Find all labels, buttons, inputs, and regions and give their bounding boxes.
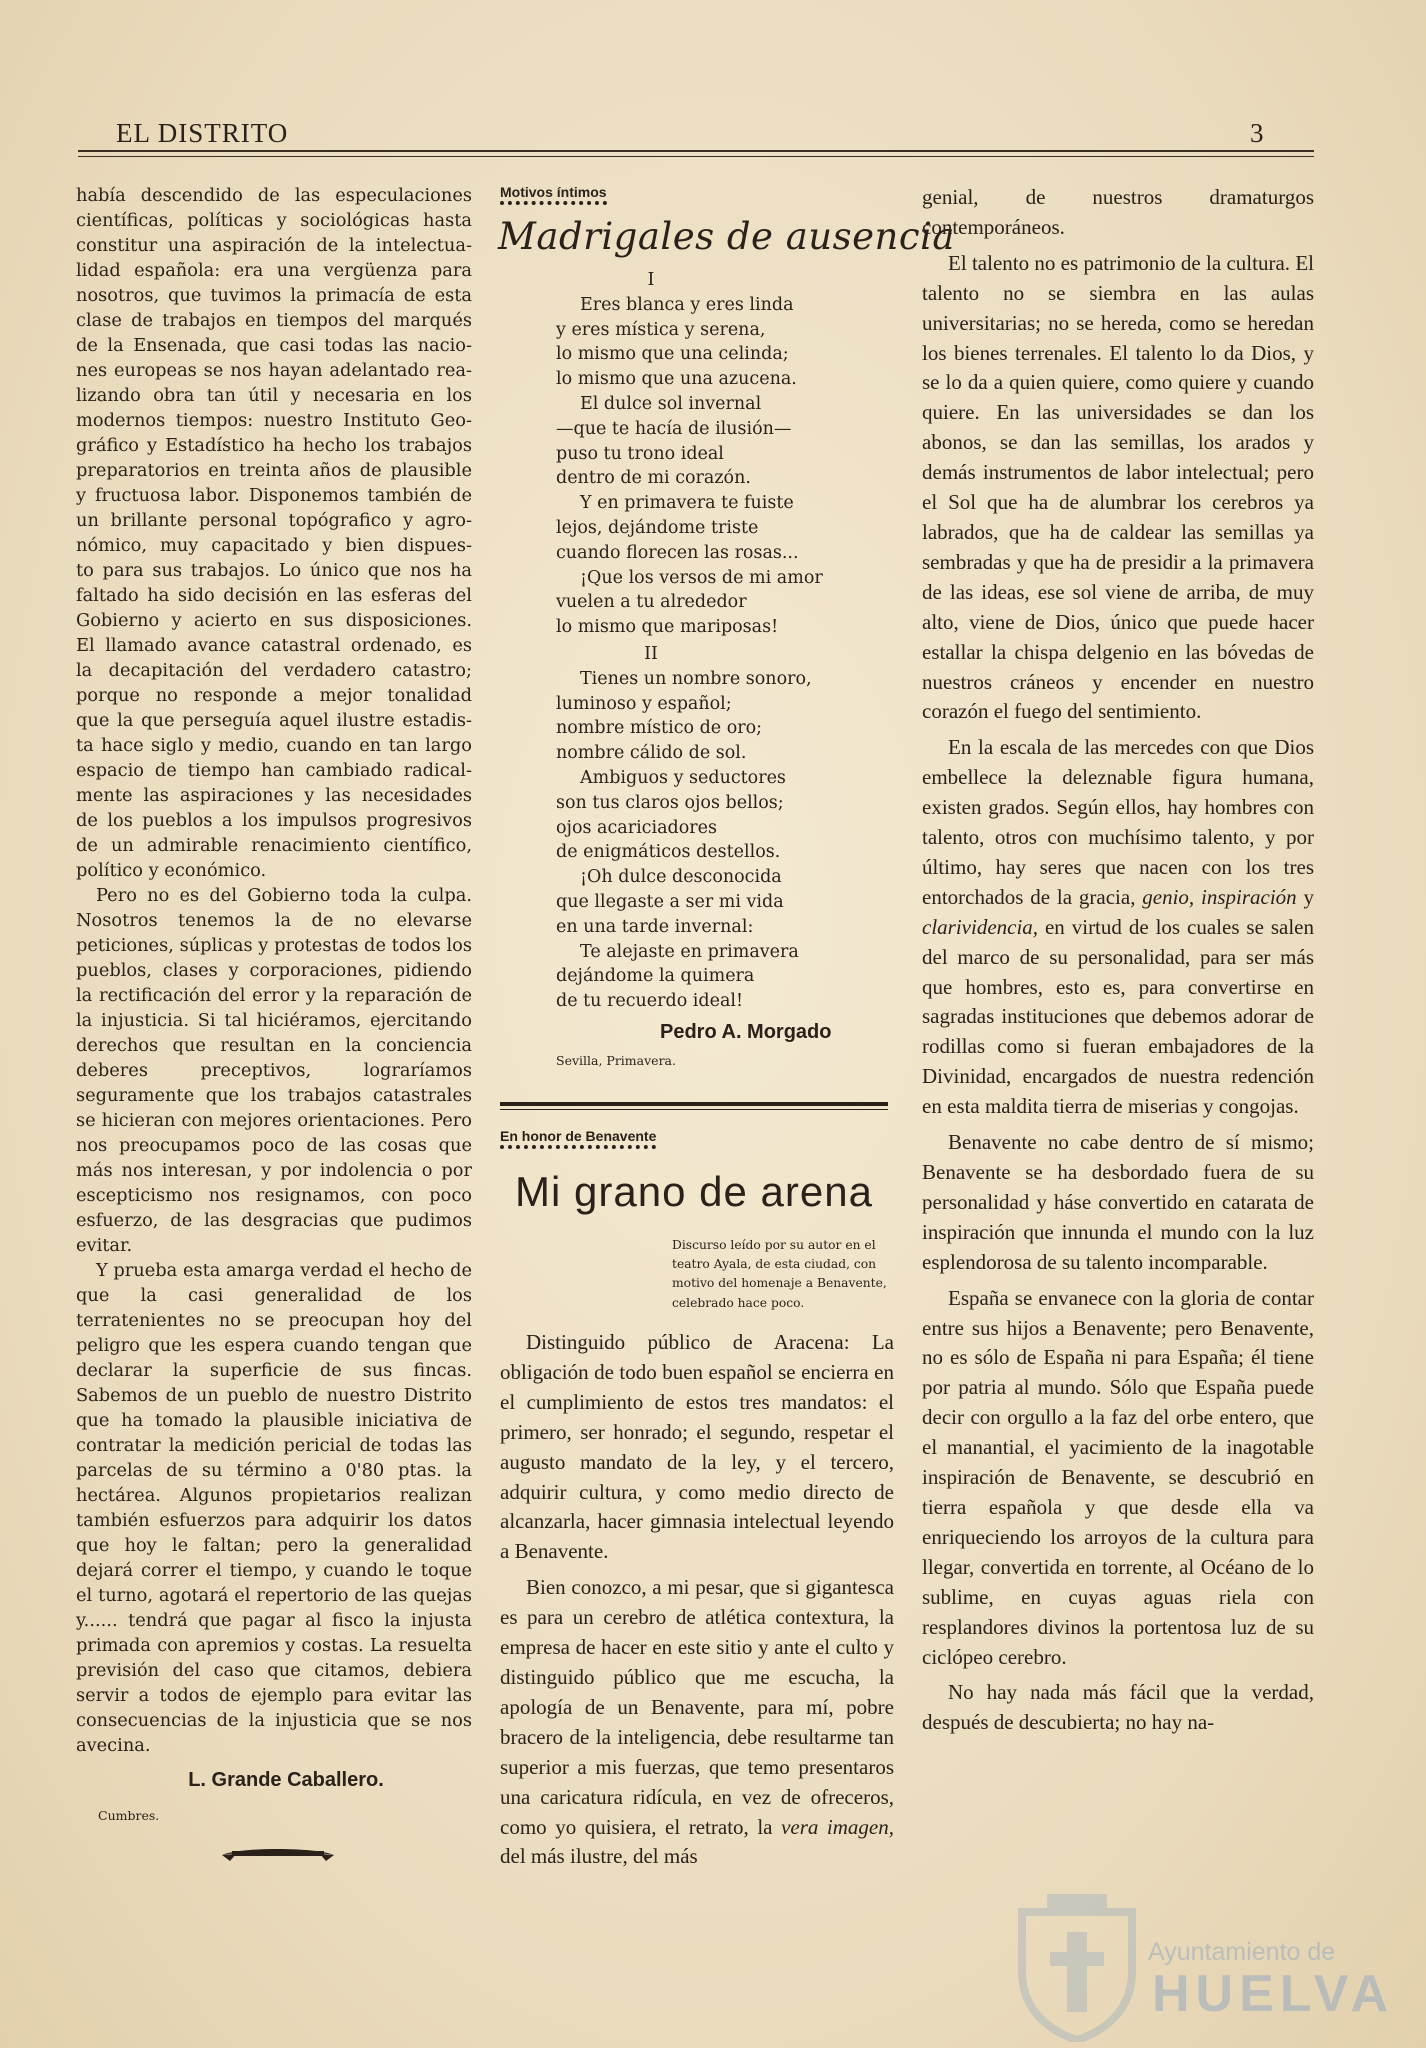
col1-line: faltado ha sido decisión en las esferas del xyxy=(76,585,472,606)
poem-verse: luminoso y español; xyxy=(556,693,732,714)
col1-line: científicas, políticas y sociológicas hasta xyxy=(76,210,472,231)
col3-paragraph-3: Benavente no cabe dentro de sí mismo; Benavente se ha desbordado fuera de su personalidad y háse convertido en catarata de inspiración que innunda el mundo con la luz esplendorosa de su talento incomparable. xyxy=(922,1130,1314,1274)
col1-paragraph-3: Y prueba esta amarga verdad el hecho de que la casi generalidad de los terratenientes no se preocupan hoy del peligro que les espera cuando tengan que declarar la superficie de sus fincas. Sabemos de un pueblo de nuestro Distrito que ha tomado la plausible iniciativa de contratar la medición pericial de todas las parcelas de su término a 0'80 ptas. la hectárea. Algunos propietarios realizan también esfuerzos para adquirir los datos que hoy le faltan; pero la generalidad dejará correr el tiempo, y cuando le toque el turno, agotará el repertorio de las quejas y...... tendrá que pagar al fisco la injusta primada con apremios y costas. La resuelta previsión del caso que citamos, debiera servir a todos de ejemplo para evitar las consecuencias de la injusticia que se nos avecina. xyxy=(76,1260,472,1756)
col1-line: la decapitación del verdadero catastro; xyxy=(76,660,472,681)
poem-place: Sevilla, Primavera. xyxy=(556,1052,676,1068)
col3-paragraph-1: El talento no es patrimonio de la cultura. El talento no se siembra en las aulas universitarias; no se hereda, como se heredan los bienes terrenales. El talento lo da Dios, y se lo da a quien quiere, como quiere y cuando quiere. En las universidades se dan los abonos, se dan las semillas, los arados y demás instrumentos de labor intelectual; pero el Sol que ha de alumbrar los cerebros ya labrados, que ha de caldear las semillas ya sembradas y que ha de presidir a la primavera de las ideas, ese sol viene de arriba, de muy alto, viene de Dios, único que puede hacer estallar la chispa delgenio en las bóvedas de nuestros cráneos y encender en nuestro corazón el fuego del sentimiento. xyxy=(922,250,1314,724)
col3-p2-emphasis-1: genio, inspiración xyxy=(1142,884,1297,909)
column-right xyxy=(922,183,1314,1744)
watermark-line-2: HUELVA xyxy=(1152,1965,1395,2023)
col3-paragraph-5: No hay nada más fácil que la verdad, después de descubierta; no hay na- xyxy=(922,1680,1314,1735)
article-divider xyxy=(500,1102,888,1106)
col1-line: preparatorios en treinta años de plausible xyxy=(76,460,472,481)
poem-verse: de tu recuerdo ideal! xyxy=(556,991,744,1012)
poem-verse: lejos, dejándome triste xyxy=(556,517,759,538)
watermark-shield-icon xyxy=(1012,1892,1142,2046)
column-left xyxy=(76,183,472,1828)
col1-paragraph-1 xyxy=(76,183,472,883)
col1-line: clase de trabajos en tiempos del marqués xyxy=(76,310,472,331)
col1-line: ta hace siglo y medio, cuando en tan largo xyxy=(76,735,472,756)
col1-line: político y económico. xyxy=(76,860,267,881)
poem-part-2-number: II xyxy=(644,643,658,664)
header-rule-thin xyxy=(78,156,1314,157)
col1-line: modernos tiempos: nuestro Instituto Geo- xyxy=(76,410,472,431)
header-rule xyxy=(78,150,1314,152)
col1-line: nes europeas se nos hayan adelantado rea- xyxy=(76,360,472,381)
col3-p2-part-b: en virtud de los cuales se salen del marco de su personalidad, para ser más que hombres, esto es, para convertirse en sagradas instituciones que debemos adorar de rodillas como si fueran embajadores de la Divinidad, encargados de nuestra redención en esta maldita tierra de miserias y congojas. xyxy=(922,914,1314,1119)
col1-line: to para sus trabajos. Lo único que nos ha xyxy=(76,560,472,581)
col3-p2-emphasis-2: clarividencia, xyxy=(922,914,1039,939)
column-middle-text xyxy=(500,1328,894,1878)
col1-paragraph-2: Pero no es del Gobierno toda la culpa. Nosotros tenemos la de no elevarse peticiones, súplicas y protestas de todos los pueblos, clases y corporaciones, pidiendo la rectificación del error y la reparación de la injusticia. Si tal hiciéramos, ejercitando derechos que resultan en la conciencia deberes preceptivos, lograríamos seguramente que los trabajos catastrales se hicieran con mejores orientaciones. Pero nos preocupamos poco de las cosas que más nos interesan, y por indolencia o por escepticismo nos resignamos, con poco esfuerzo, de las desgracias que pudimos evitar. xyxy=(76,885,472,1256)
poem-title: Madrigales de ausencia xyxy=(498,215,955,258)
poem-verse: Tienes un nombre sonoro, xyxy=(580,668,812,689)
col1-line: nómico, muy capacitado y bien dispues- xyxy=(76,535,472,556)
speech-p2-part-a: Bien conozco, a mi pesar, que si gigantesca es para un cerebro de atlética contextura, la empresa de hacer en este sitio y ante el culto y distinguido público que me escucha, la apología de un Benavente, para mí, pobre bracero de la inteligencia, debe resultarme tan superior a mis fuerzas, que temo presentaros una caricatura ridícula, en vez de ofreceros, como yo quisiera, el retrato, la xyxy=(500,1575,894,1839)
col1-place: Cumbres. xyxy=(98,1808,160,1823)
col1-line: había descendido de las especulaciones xyxy=(76,185,472,206)
poem-verse: y eres mística y serena, xyxy=(556,319,766,340)
col3-paragraph-0: genial, de nuestros dramaturgos contemporáneos. xyxy=(922,185,1314,239)
col3-paragraph-4: España se envanece con la gloria de contar entre sus hijos a Benavente; pero Benavente, no es sólo de España ni para España; él tiene por patria al mundo. Sólo que España puede decir con orgullo a la faz del orbe entero, que el manantial, el yacimiento de la inagotable inspiración de Benavente, se descubrió en tierra española y que desde ella va enriqueciendo los arroyos de la cultura para llegar, convertida en torrente, al Océano de lo sublime, en cuyas aguas riela con resplandores divinos la portentosa luz de su ciclópeo cerebro. xyxy=(922,1285,1314,1669)
col1-line: espacio de tiempo han cambiado radical- xyxy=(76,760,472,781)
poem-verse: nombre cálido de sol. xyxy=(556,743,747,764)
col3-paragraph-2 xyxy=(922,733,1314,1122)
article-divider-thin xyxy=(500,1109,888,1110)
poem-part-1-number: I xyxy=(647,270,655,290)
poem-verse: El dulce sol invernal xyxy=(580,393,762,414)
poem-verse: puso tu trono ideal xyxy=(556,443,724,464)
poem-verse: ¡Oh dulce desconocida xyxy=(580,867,782,888)
speech-paragraph-2 xyxy=(500,1573,894,1872)
col1-line: lizando obra tan útil y necesaria en los xyxy=(76,385,472,406)
poem-verse: dejándome la quimera xyxy=(556,966,755,987)
poem-verse: de enigmáticos destellos. xyxy=(556,842,781,863)
poem-verse: Ambiguos y seductores xyxy=(580,767,786,788)
col1-line-list xyxy=(76,183,472,883)
masthead: EL DISTRITO xyxy=(116,118,289,148)
col1-line: que la que perseguía aquel ilustre estadis- xyxy=(76,710,472,731)
poem-verse: ¡Que los versos de mi amor xyxy=(580,567,823,588)
col1-line: Gobierno y acierto en sus disposiciones. xyxy=(76,610,472,631)
poem-verse: son tus claros ojos bellos; xyxy=(556,792,784,813)
poem-verse: ojos acariciadores xyxy=(556,817,717,838)
col1-line: nosotros, que tuvimos la primacía de esta xyxy=(76,285,472,306)
poem-verse: vuelen a tu alrededor xyxy=(556,592,747,613)
col1-signature: L. Grande Caballero. xyxy=(188,1769,384,1791)
poem-part-2 xyxy=(556,667,886,1014)
poem-verse: Te alejaste en primavera xyxy=(580,941,799,962)
poem-verse: lo mismo que una celinda; xyxy=(556,344,789,365)
col3-p2-part-a: En la escala de las mercedes con que Dios embellece la deleznable figura humana, existen grados. Según ellos, hay hombres con talento, otros con muchísimo talento, y por último, hay seres que nacen con los tres entorchados de la gracia, xyxy=(922,735,1314,909)
poem-signature: Pedro A. Morgado xyxy=(660,1020,832,1043)
col1-line: de un admirable renacimiento científico, xyxy=(76,835,472,856)
poem-verse: dentro de mi corazón. xyxy=(556,468,751,489)
col1-line: lidad española: era una vergüenza para xyxy=(76,260,472,281)
col1-line: un brillante personal topógrafico y agro- xyxy=(76,510,472,531)
col1-line: de los pueblos a los impulsos progresivos xyxy=(76,810,472,831)
poem-verse: lo mismo que mariposas! xyxy=(556,617,779,638)
speech-note: Discurso leído por su autor en el teatro Ayala, de esta ciudad, con motivo del homenaje a Benavente, celebrado hace poco. xyxy=(672,1238,887,1310)
page-number: 3 xyxy=(1250,118,1264,148)
section-label-benavente: En honor de Benavente xyxy=(500,1128,656,1149)
col1-line: gráfico y Estadístico ha hecho los trabajos xyxy=(76,435,472,456)
col1-line: porque no responde a mejor tonalidad xyxy=(76,685,472,706)
poem-verse: lo mismo que una azucena. xyxy=(556,369,797,390)
col1-line: de la Ensenada, que casi todas las nacio- xyxy=(76,335,472,356)
col1-line: mente las aspiraciones y las necesidades xyxy=(76,785,472,806)
poem-verse: Y en primavera te fuiste xyxy=(580,493,794,514)
speech-paragraph-1: Distinguido público de Aracena: La obligación de todo buen español se encierra en el cumplimiento de estos tres mandatos: el primero, ser honrado; el segundo, respetar el augusto mandato de la ley, y el tercero, adquirir cultura, y como medio directo de alcanzarla, hacer gimnasia intelectual leyendo a Benavente. xyxy=(500,1330,894,1564)
speech-p2-part-b: del más ilustre, del más xyxy=(500,1844,698,1869)
speech-title: Mi grano de arena xyxy=(515,1168,873,1215)
poem-verse: cuando florecen las rosas... xyxy=(556,542,799,563)
col1-line: El llamado avance catastral ordenado, es xyxy=(76,635,472,656)
watermark-line-1: Ayuntamiento de xyxy=(1148,1938,1336,1966)
poem-verse: en una tarde invernal: xyxy=(556,916,754,937)
poem-verse: que llegaste a ser mi vida xyxy=(556,891,784,912)
poem-part-1 xyxy=(556,293,886,640)
poem-verse: nombre místico de oro; xyxy=(556,718,763,739)
speech-p2-emphasis: vera imagen, xyxy=(781,1814,894,1839)
poem xyxy=(556,268,886,1074)
poem-verse: Eres blanca y eres linda xyxy=(580,294,794,315)
ornament-divider xyxy=(220,1845,336,1869)
col1-line: constitur una aspiración de la intelectua- xyxy=(76,235,472,256)
col1-line: y fructuosa labor. Disponemos también de xyxy=(76,485,472,506)
poem-verse: —que te hacía de ilusión— xyxy=(556,418,792,439)
section-label-motivos: Motivos íntimos xyxy=(500,184,607,205)
col3-p2-mid: y xyxy=(1296,884,1315,909)
